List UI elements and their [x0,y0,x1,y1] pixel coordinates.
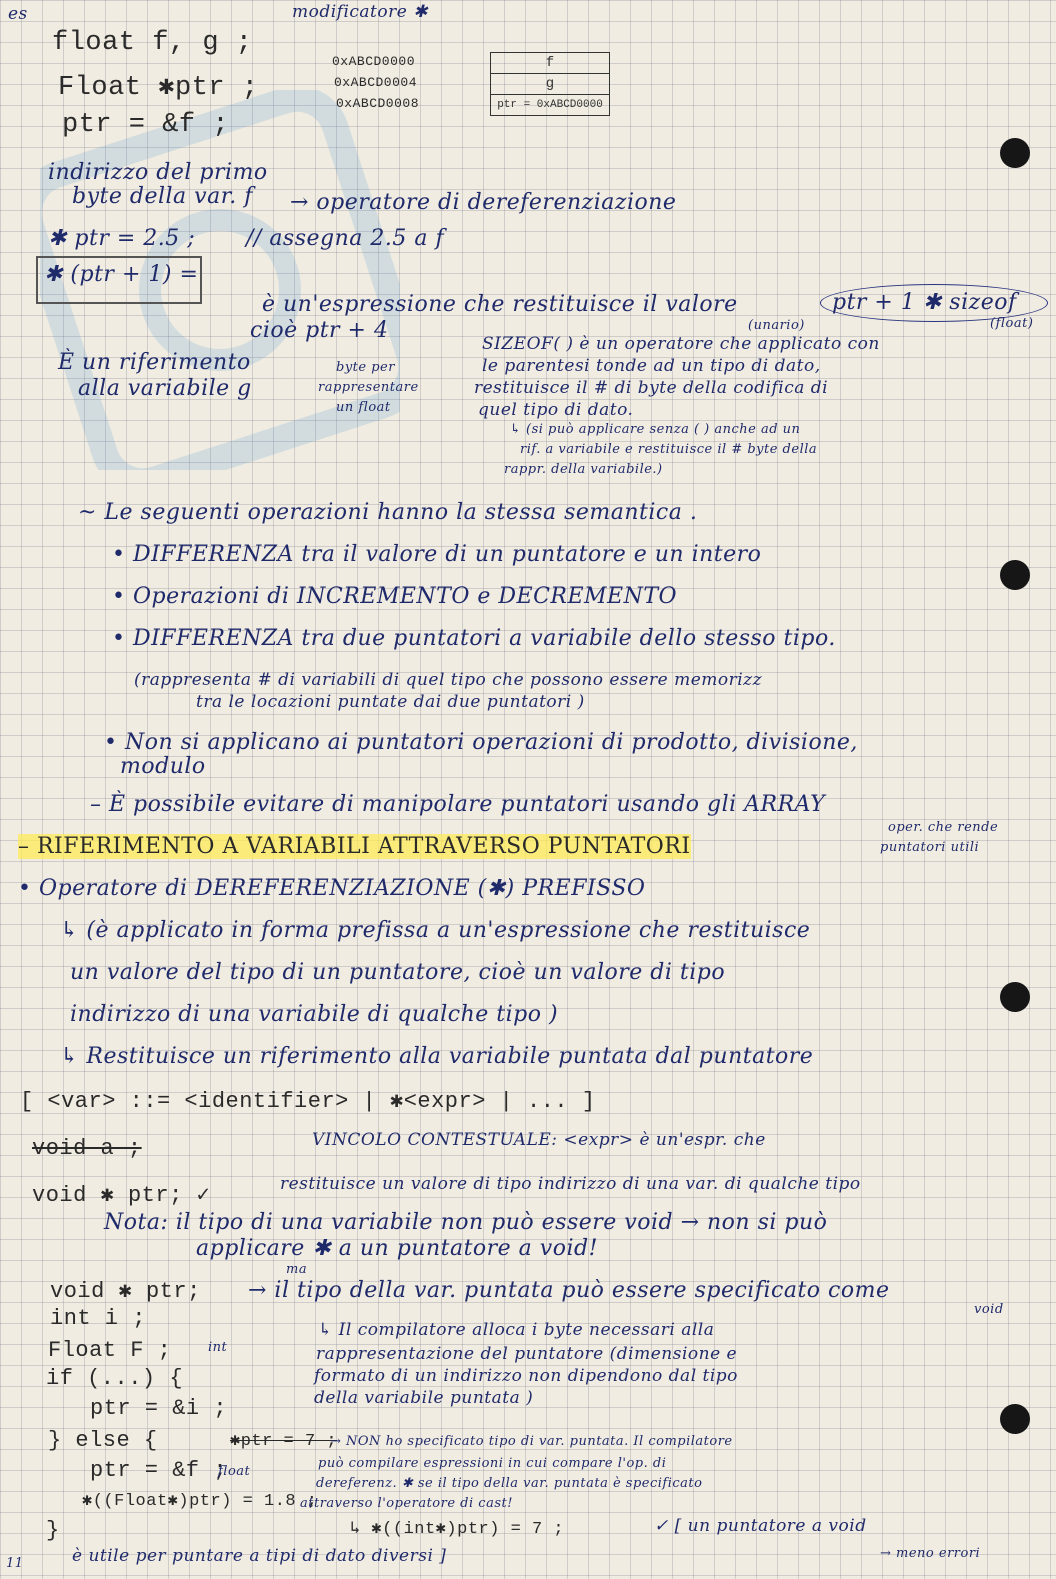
note-sizeof-ptr: ptr + 1 ✱ sizeof [832,290,1017,315]
modificatore-label: modificatore ✱ [292,2,428,22]
section2-vincolo-2: restituisce un valore di tipo indirizzo di una var. di qualche tipo [280,1174,861,1194]
code-if: if (...) { [46,1366,184,1391]
note-sizeof-5: ↳ (si può applicare senza ( ) anche ad un [510,422,801,437]
note-byte-per-2: rappresentare [318,380,419,395]
note-non-ho-2: può compilare espressioni in cui compare l'op. di [318,1456,667,1471]
section2-operatore: • Operatore di DEREFERENZIAZIONE (✱) PREFISSO [18,876,646,901]
code-ptr-i: ptr = &i ; [90,1396,228,1421]
note-int: int [208,1340,228,1355]
section2-grammar: [ <var> ::= <identifier> | ✱<expr> | ... ] [20,1089,596,1114]
note-non-ho-1: → NON ho specificato tipo di var. puntata. Il compilatore [330,1434,733,1449]
section2-desc-1: ↳ (è applicato in forma prefissa a un'espressione che restituisce [60,918,811,943]
note-sizeof-3: restituisce il # di byte della codifica di [474,378,829,398]
section1-possibile: – È possibile evitare di manipolare puntatori usando gli ARRAY [90,792,826,817]
code-float-fg: float f, g ; [52,28,253,58]
code-cast-float: ✱((Float✱)ptr) = 1.8 ; [82,1492,318,1511]
note-comp-3: formato di un indirizzo non dipendono dal tipo [314,1366,738,1386]
binder-hole-3 [1000,982,1030,1012]
memory-cell-ptr: ptr = 0xABCD0000 [497,99,603,111]
note-sizeof-2: le parentesi tonde ad un tipo di dato, [482,356,821,376]
note-sizeof-4: quel tipo di dato. [478,400,634,420]
code-void-ptr: void ✱ ptr; [50,1279,201,1304]
note-riferimento-2: alla variabile g [78,376,252,401]
note-tipo-1: → il tipo della var. puntata può essere specificato come [248,1278,890,1303]
binder-hole-2 [1000,560,1030,590]
note-comp-4: della variabile puntata ) [314,1388,534,1408]
section1-intro: ~ Le seguenti operazioni hanno la stessa semantica . [78,500,698,525]
code-assegna: ✱ ptr = 2.5 ; [48,226,196,251]
note-sizeof-1: SIZEOF( ) è un operatore che applicato con [482,334,880,354]
section2-desc-2: un valore del tipo di un puntatore, cioè un valore di tipo [70,960,726,985]
code-close: } [46,1518,60,1543]
code-wrong-deref: ✱ptr = 7 ; [230,1432,338,1451]
note-meno-errori: → meno errori [880,1546,981,1561]
section1-non-2: modulo [120,754,206,779]
section1-bullet-2: • Operazioni di INCREMENTO e DECREMENTO [112,584,678,609]
note-indirizzo-1: indirizzo del primo [48,160,268,185]
note-sizeof-6: rif. a variabile e restituisce il # byte della [520,442,818,457]
note-indirizzo-2: byte della var. f [72,184,253,209]
note-riferimento-1: È un riferimento [58,350,251,375]
note-tipo-void: void [974,1302,1004,1317]
code-cast-int: ↳ ✱((int✱)ptr) = 7 ; [350,1520,565,1539]
code-ptr-assign: ptr = &f ; [62,110,230,140]
section1-bullet-1: • DIFFERENZA tra il valore di un puntatore e un intero [112,542,762,567]
section1-bullet-3: • DIFFERENZA tra due puntatori a variabile dello stesso tipo. [112,626,836,651]
section2-desc-3: indirizzo di una variabile di qualche tipo ) [70,1002,559,1027]
section2-void-ptr: void ✱ ptr; ✓ [32,1183,211,1208]
note-byte-per-3: un float [336,400,391,415]
note-comp-2: rappresentazione del puntatore (dimensione e [316,1344,738,1364]
note-float-small: (float) [990,316,1034,331]
binder-hole-1 [1000,138,1030,168]
note-non-ho-3: dereferenz. ✱ se il tipo della var. puntata è specificato [316,1476,703,1491]
note-unario: (unario) [748,318,805,333]
section1-oper-side-2: puntatori utili [880,840,980,855]
note-cioe: cioè ptr + 4 [250,318,389,343]
section1-oper-side-1: oper. che rende [888,820,999,835]
section1-riferimento-title: – RIFERIMENTO A VARIABILI ATTRAVERSO PUNTATORI [18,834,691,859]
note-comp-1: ↳ Il compilatore alloca i byte necessari alla [318,1320,715,1340]
address-2: 0xABCD0008 [336,96,420,111]
note-float: float [218,1464,251,1479]
code-int-i: int i ; [50,1306,146,1331]
memory-cell-g: g [491,74,609,95]
section2-ma: ma [286,1262,308,1277]
note-utile: è utile per puntare a tipi di dato diversi ] [72,1546,447,1566]
binder-hole-4 [1000,1404,1030,1434]
section2-nota-1: Nota: il tipo di una variabile non può essere void → non si può [104,1210,828,1235]
address-1: 0xABCD0004 [334,75,418,90]
section2-nota-2: applicare ✱ a un puntatore a void! [196,1236,598,1261]
note-sizeof-7: rappr. della variabile.) [504,462,663,477]
section2-restituisce: ↳ Restituisce un riferimento alla variabile puntata dal puntatore [60,1044,814,1069]
code-ptr-plus-1: ✱ (ptr + 1) = [44,262,199,287]
section1-rappresenta-1: (rappresenta # di variabili di quel tipo che possono essere memorizz [134,670,763,690]
note-non-ho-4: attraverso l'operatore di cast! [300,1496,513,1511]
section2-vincolo-1: VINCOLO CONTESTUALE: <expr> è un'espr. che [312,1130,766,1150]
section2-void-a: void a ; [32,1136,142,1161]
address-0: 0xABCD0000 [332,54,416,69]
bottom-mark: 11 [6,1556,24,1571]
note-byte-per-1: byte per [336,360,395,375]
memory-cell-f: f [491,53,609,74]
code-float-f: Float F ; [48,1338,172,1363]
code-float-ptr: Float ✱ptr ; [58,73,259,103]
note-assegna: // assegna 2.5 a f [246,226,445,251]
note-operatore-deref: → operatore di dereferenziazione [290,190,677,215]
section1-non-1: • Non si applicano ai puntatori operazioni di prodotto, divisione, [104,730,858,755]
note-puntatore-void: ✓ [ un puntatore a void [654,1516,867,1536]
code-else: } else { [48,1428,158,1453]
note-espressione: è un'espressione che restituisce il valore [262,292,738,317]
code-ptr-f: ptr = &f ; [90,1458,228,1483]
memory-table [490,52,610,116]
corner-mark: es [8,4,28,24]
section1-rappresenta-2: tra le locazioni puntate dai due puntatori ) [196,692,585,712]
